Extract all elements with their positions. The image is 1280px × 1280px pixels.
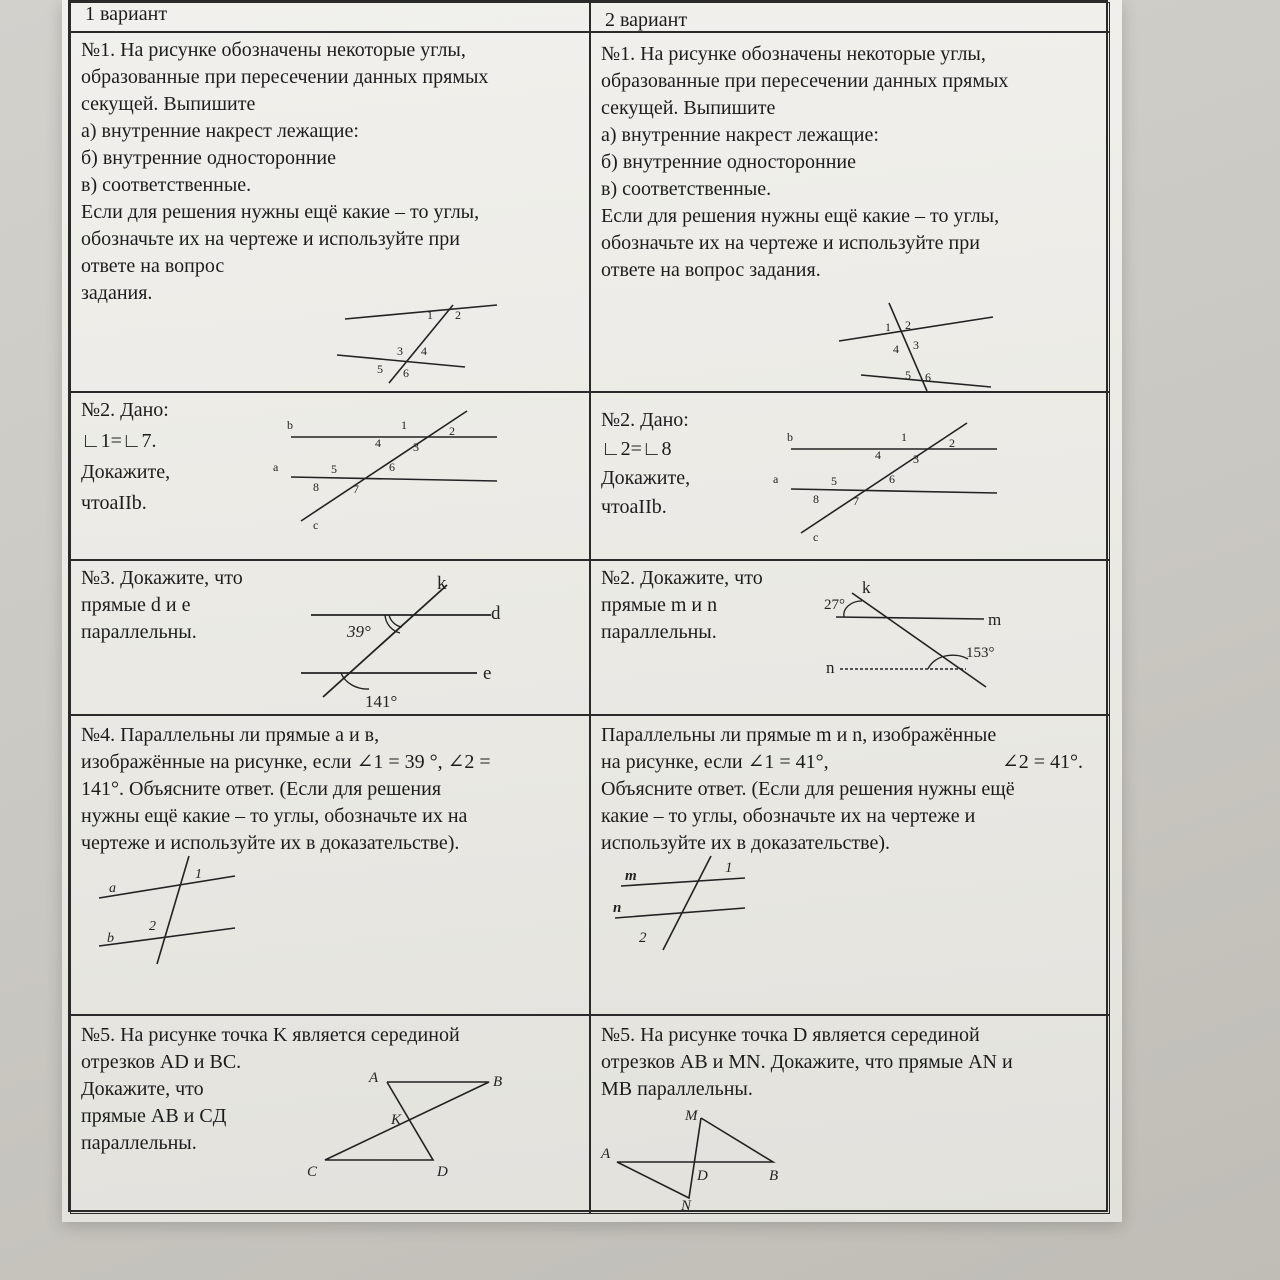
label-a: a xyxy=(773,472,779,486)
angle-value: 141° xyxy=(365,692,398,711)
v2-t1-line: б) внутренние односторонние xyxy=(601,151,856,173)
angle-label: 3 xyxy=(413,440,419,454)
v1-t3-line: параллельны. xyxy=(81,621,197,643)
v1-t2-line: №2. Дано: xyxy=(81,399,169,421)
angle-label: 1 xyxy=(725,860,733,876)
v2-t4-figure xyxy=(601,856,751,956)
label-c: c xyxy=(813,530,819,544)
v2-t1-line: №1. На рисунке обозначены некоторые углы, xyxy=(601,43,986,65)
v1-t1-line: Если для решения нужны ещё какие – то углы, xyxy=(81,201,480,223)
v1-task3 xyxy=(70,560,590,715)
angle-label: 2 xyxy=(949,436,955,450)
point-D: D xyxy=(437,1164,448,1180)
label-a: a xyxy=(109,881,116,896)
point-B: B xyxy=(493,1074,503,1090)
v1-t1-line: ответе на вопрос xyxy=(81,255,225,277)
v2-t1-line: секущей. Выпишите xyxy=(601,97,776,119)
v2-t1-figure xyxy=(831,301,1001,391)
label-m: m xyxy=(625,868,637,884)
point-A: A xyxy=(601,1146,611,1162)
angle-label: 4 xyxy=(893,342,899,356)
label-b: b xyxy=(287,418,293,432)
v2-t3-figure xyxy=(816,571,1016,701)
angle-label: 7 xyxy=(853,494,859,508)
v2-task5 xyxy=(590,1015,1110,1214)
angle-arc xyxy=(341,673,369,689)
angle-label: 1 xyxy=(401,418,407,432)
v1-task5 xyxy=(70,1015,590,1214)
v2-t1-line: Если для решения нужны ещё какие – то углы, xyxy=(601,205,1000,227)
angle-label: 5 xyxy=(377,362,383,376)
v2-t5-line: отрезков AB и MN. Докажите, что прямые AN и xyxy=(601,1051,1013,1073)
v1-task1 xyxy=(70,32,590,392)
v1-t2-line: чтоaIIb. xyxy=(81,492,147,514)
point-M: M xyxy=(685,1108,698,1124)
angle-label: 6 xyxy=(389,460,395,474)
v1-t4-line: №4. Параллельны ли прямые а и в, xyxy=(81,724,380,746)
angle-label: 1 xyxy=(901,430,907,444)
angle-arc xyxy=(928,655,968,669)
line-m xyxy=(621,878,745,886)
v1-t3-line: №3. Докажите, что xyxy=(81,567,243,589)
v2-t1-line: образованные при пересечении данных прямых xyxy=(601,70,1009,92)
header-variant-1 xyxy=(70,2,590,32)
angle-value: 39° xyxy=(347,622,371,641)
angle-label: 2 xyxy=(905,318,911,332)
v2-t1-line: в) соответственные. xyxy=(601,178,772,200)
v2-t4-line: Параллельны ли прямые m и n, изображённые xyxy=(601,724,997,746)
label-b: b xyxy=(787,430,793,444)
line-c xyxy=(301,411,467,521)
angle-label: 8 xyxy=(813,492,819,506)
v2-t1-line: обозначьте их на чертеже и используйте при xyxy=(601,232,980,254)
v1-t1-line: образованные при пересечении данных прямых xyxy=(81,66,489,88)
v2-t4-line xyxy=(601,749,1099,776)
angle-label: 4 xyxy=(421,344,427,358)
v2-t2-figure xyxy=(761,423,1011,543)
v1-t4-line: нужны ещё какие – то углы, обозначьте их на xyxy=(81,805,468,827)
v2-t4-line: используйте их в доказательстве). xyxy=(601,832,890,854)
v1-t1-line: секущей. Выпишите xyxy=(81,93,256,115)
point-A: A xyxy=(369,1070,379,1086)
label-c: c xyxy=(313,518,319,532)
angle-label: 6 xyxy=(403,366,409,380)
v1-t5-line: №5. На рисунке точка K является серединой xyxy=(81,1024,460,1046)
v1-t3-line: прямые d и e xyxy=(81,594,191,616)
angle-label: 1 xyxy=(427,308,433,322)
header-variant-2 xyxy=(590,2,1110,32)
v2-t4-angle2: ∠2 = 41°. xyxy=(1001,751,1083,773)
v1-t2-line: ∟1=∟7. xyxy=(81,430,157,452)
v2-t5-line: №5. На рисунке точка D является серединой xyxy=(601,1024,980,1046)
v2-task2 xyxy=(590,392,1110,560)
variant-2-title: 2 вариант xyxy=(605,9,688,31)
v1-t5-line: отрезков AD и BC. xyxy=(81,1051,242,1073)
line-c xyxy=(801,423,967,533)
v1-t1-figure xyxy=(331,303,511,383)
figure-segments xyxy=(325,1082,489,1160)
v2-t4-angle1: на рисунке, если ∠1 = 41°, xyxy=(601,751,829,773)
v1-t5-line: прямые AB и CД xyxy=(81,1105,227,1127)
angle-label: 2 xyxy=(149,919,156,934)
v2-t3-line: прямые m и n xyxy=(601,594,718,616)
v1-t4-line: изображённые на рисунке, если ∠1 = 39 °, ∠2 = xyxy=(81,751,491,773)
v2-t2-line: Докажите, xyxy=(601,467,691,489)
v2-t5-figure xyxy=(597,1102,797,1214)
v2-t3-line: №2. Докажите, что xyxy=(601,567,763,589)
angle-label: 3 xyxy=(397,344,403,358)
v1-t1-line: №1. На рисунке обозначены некоторые углы, xyxy=(81,39,466,61)
v2-t1-line: а) внутренние накрест лежащие: xyxy=(601,124,879,146)
angle-label: 1 xyxy=(885,320,891,334)
line-k xyxy=(852,593,986,687)
angle-label: 2 xyxy=(639,930,647,946)
angle-value: 27° xyxy=(824,597,845,613)
point-C: C xyxy=(307,1164,318,1180)
v1-t5-figure xyxy=(297,1066,503,1186)
angle-label: 6 xyxy=(889,472,895,486)
point-B: B xyxy=(769,1168,779,1184)
v1-t5-line: параллельны. xyxy=(81,1132,197,1154)
angle-label: 5 xyxy=(905,368,911,382)
angle-label: 4 xyxy=(375,436,381,450)
angle-label: 3 xyxy=(913,338,919,352)
label-b: b xyxy=(107,931,114,946)
angle-label: 2 xyxy=(449,424,455,438)
v2-t2-line: ∟2=∟8 xyxy=(601,438,672,460)
figure-segments xyxy=(617,1118,773,1198)
angle-arc xyxy=(844,601,862,617)
v1-t1-line: задания. xyxy=(81,282,153,304)
v1-t1-line: а) внутренние накрест лежащие: xyxy=(81,120,359,142)
point-K: K xyxy=(391,1112,402,1128)
v2-t5-line: MB параллельны. xyxy=(601,1078,753,1100)
label-m: m xyxy=(988,610,1002,629)
v2-t4-line: какие – то углы, обозначьте их на чертеже и xyxy=(601,805,976,827)
label-d: d xyxy=(491,603,501,624)
v1-t4-line: 141°. Объясните ответ. (Если для решения xyxy=(81,778,442,800)
line-a xyxy=(291,477,497,481)
angle-arc xyxy=(389,615,402,627)
line-a xyxy=(791,489,997,493)
tasks-table xyxy=(68,0,1108,1212)
v1-t1-line: б) внутренние односторонние xyxy=(81,147,336,169)
v2-t3-line: параллельны. xyxy=(601,621,717,643)
v1-task4 xyxy=(70,715,590,1015)
fig-line xyxy=(345,305,497,319)
label-k: k xyxy=(437,573,447,594)
v1-t4-line: чертеже и используйте их в доказательстве). xyxy=(81,832,460,854)
label-e: e xyxy=(483,663,492,684)
v2-t2-line: чтоaIIb. xyxy=(601,496,667,518)
v1-t1-line: в) соответственные. xyxy=(81,174,252,196)
variant-1-title: 1 вариант xyxy=(85,3,168,25)
angle-label: 7 xyxy=(353,482,359,496)
angle-label: 5 xyxy=(831,474,837,488)
v2-task4 xyxy=(590,715,1110,1015)
worksheet-page xyxy=(62,0,1122,1222)
angle-value: 153° xyxy=(966,645,995,661)
angle-label: 3 xyxy=(913,452,919,466)
angle-label: 6 xyxy=(925,370,931,384)
v2-t2-line: №2. Дано: xyxy=(601,409,689,431)
v1-t1-line: обозначьте их на чертеже и используйте при xyxy=(81,228,460,250)
label-k: k xyxy=(862,578,871,597)
angle-label: 8 xyxy=(313,480,319,494)
angle-label: 2 xyxy=(455,308,461,322)
label-n: n xyxy=(613,900,622,916)
v1-task2 xyxy=(70,392,590,560)
v1-t4-figure xyxy=(91,856,241,966)
line-m xyxy=(836,617,984,619)
line-a xyxy=(99,876,235,898)
v1-t2-line: Докажите, xyxy=(81,461,171,483)
v2-task3 xyxy=(590,560,1110,715)
transversal xyxy=(157,856,189,964)
v1-t3-figure xyxy=(301,575,521,710)
v2-t1-line: ответе на вопрос задания. xyxy=(601,259,821,281)
angle-label: 5 xyxy=(331,462,337,476)
point-D: D xyxy=(697,1168,708,1184)
point-N: N xyxy=(681,1198,692,1214)
label-a: a xyxy=(273,460,279,474)
transversal xyxy=(663,856,711,950)
v2-task1 xyxy=(590,32,1110,392)
angle-label: 4 xyxy=(875,448,881,462)
v1-t2-figure xyxy=(261,411,511,531)
v1-t5-line: Докажите, что xyxy=(81,1078,204,1100)
angle-label: 1 xyxy=(195,867,202,882)
v2-t4-line: Объясните ответ. (Если для решения нужны ещё xyxy=(601,778,1015,800)
label-n: n xyxy=(826,658,835,677)
line-k xyxy=(323,585,447,697)
